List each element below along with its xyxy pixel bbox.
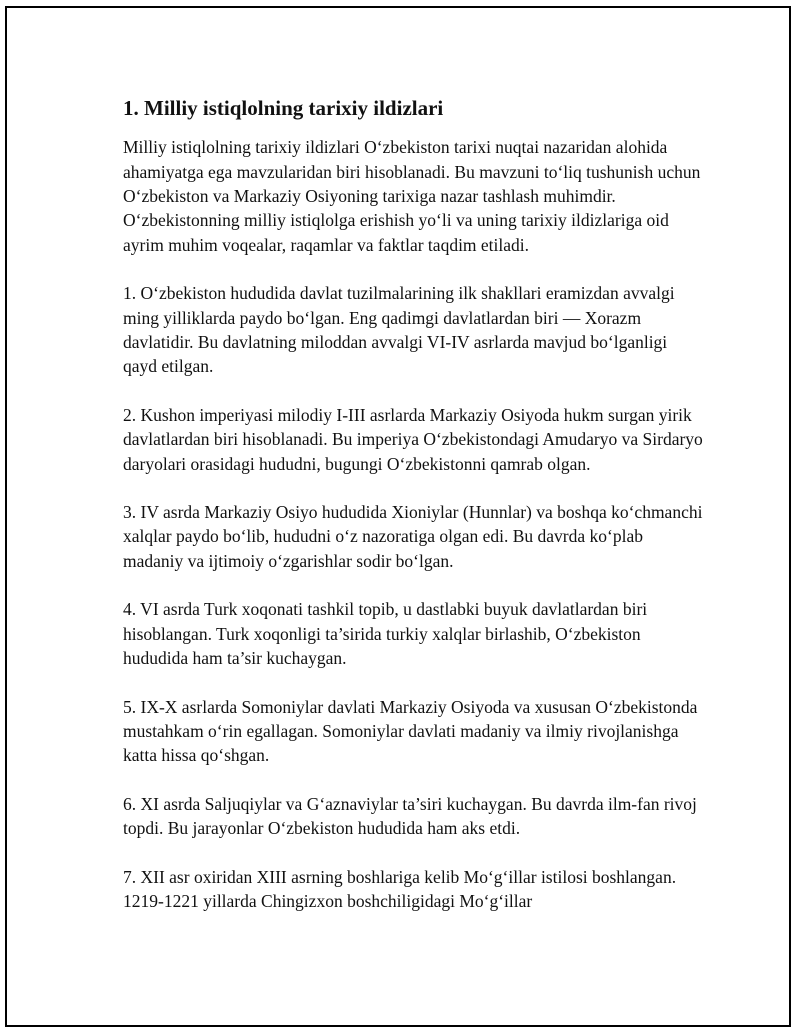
document-page	[5, 6, 791, 1027]
section-heading: 1. Milliy istiqlolning tarixiy ildizlari	[123, 96, 444, 120]
paragraph-2: 2. Kushon imperiyasi milodiy I-III asrlarda Markaziy Osiyoda hukm surgan yirik davlatlardan biri hisoblanadi. Bu imperiya O‘zbekistondagi Amudaryo va Sirdaryo daryolari orasidagi hududni, bugungi O‘zbekistonni qamrab olgan.	[123, 404, 703, 474]
paragraph-6: 6. XI asrda Saljuqiylar va G‘aznaviylar ta’siri kuchaygan. Bu davrda ilm-fan rivoj topdi. Bu jarayonlar O‘zbekiston hududida ham aks etdi.	[123, 793, 697, 839]
paragraph-1: 1. O‘zbekiston hududida davlat tuzilmalarining ilk shakllari eramizdan avvalgi ming yilliklarda paydo bo‘lgan. Eng qadimgi davlatlardan biri — Xorazm davlatidir. Bu davlatning miloddan avvalgi VI-IV asrlarda mavjud bo‘lganligi qayd etilgan.	[123, 283, 675, 377]
paragraph-7: 7. XII asr oxiridan XIII asrning boshlariga kelib Mo‘g‘illar istilosi boshlangan. 1219-1221 yillarda Chingizxon boshchiligidagi Mo‘g‘illar	[123, 866, 677, 911]
paragraph-3: 3. IV asrda Markaziy Osiyo hududida Xioniylar (Hunnlar) va boshqa ko‘chmanchi xalqlar paydo bo‘lib, hududni o‘z nazoratiga olgan edi. Bu davrda ko‘plab madaniy va ijtimoiy o‘zgarishlar sodir bo‘lgan.	[123, 502, 703, 571]
document-body	[123, 96, 703, 937]
paragraph-4: 4. VI asrda Turk xoqonati tashkil topib, u dastlabki buyuk davlatlardan biri hisoblangan. Turk xoqonligi ta’sirida turkiy xalqlar birlashib, O‘zbekiston hududida ham ta’sir kuchaygan.	[123, 599, 648, 669]
paragraph-5: 5. IX-X asrlarda Somoniylar davlati Markaziy Osiyoda va xususan O‘zbekistonda mustahkam o‘rin egallagan. Somoniylar davlati madaniy va ilmiy rivojlanishga katta hissa qo‘shgan.	[123, 696, 698, 766]
intro-paragraph: Milliy istiqlolning tarixiy ildizlari O‘zbekiston tarixi nuqtai nazaridan alohida ahamiyatga ega mavzularidan biri hisoblanadi. Bu mavzuni to‘liq tushunish uchun O‘zbekiston va Markaziy Osiyoning tarixiga nazar tashlash muhimdir. O‘zbekistonning milliy istiqlolga erishish yo‘li va uning tarixiy ildizlariga oid ayrim muhim voqealar, raqamlar va faktlar taqdim etiladi.	[123, 137, 701, 255]
